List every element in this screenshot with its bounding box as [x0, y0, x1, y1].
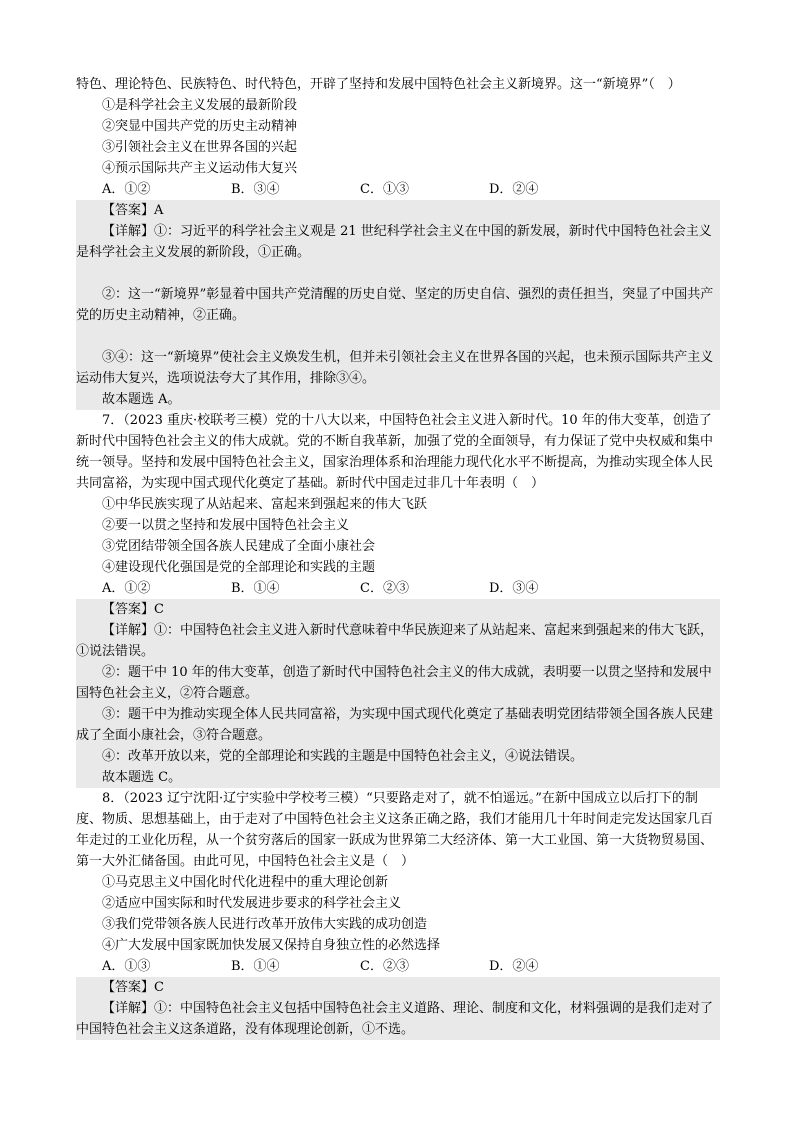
q8-answer-block — [76, 977, 720, 1040]
q8-option-b: B．①④ — [231, 959, 280, 974]
q8-option-d: D．②④ — [489, 959, 539, 974]
q7-option-b: B．①④ — [231, 581, 280, 596]
q7-explain-4: ④：改革开放以来，党的全部理论和实践的主题是中国特色社会主义，④说法错误。 — [102, 749, 584, 764]
q6-explain-3: ③④：这一“新境界”使社会主义焕发生机，但并未引领社会主义在世界各国的兴起，也未预示国际共产主义运动伟大复兴，选项说法夸大了其作用，排除③④。 — [76, 350, 714, 386]
q7-answer: 【答案】C — [102, 602, 164, 617]
q7-explain-5: 故本题选 C。 — [102, 770, 182, 785]
q6-option-a: A．①② — [102, 182, 151, 197]
q6-item-3: ③引领社会主义在世界各国的兴起 — [102, 140, 298, 155]
q8-item-3: ③我们党带领各族人民进行改革开放伟大实践的成功创造 — [102, 917, 428, 932]
q7-explain-3: ③：题干中为推动实现全体人民共同富裕，为实现中国式现代化奠定了基础表明党团结带领全国各族人民建成了全面小康社会，③符合题意。 — [76, 707, 714, 743]
document-page — [76, 74, 720, 1040]
q6-item-4: ④预示国际共产主义运动伟大复兴 — [102, 161, 298, 176]
q8-option-a: A．①③ — [102, 959, 151, 974]
q7-answer-block — [76, 599, 720, 788]
q6-explain-2: ②：这一“新境界”彰显着中国共产党清醒的历史自觉、坚定的历史自信、强烈的责任担当，突显了中国共产党的历史主动精神，②正确。 — [76, 287, 714, 323]
q6-option-c: C．①③ — [360, 182, 409, 197]
q6-option-d: D．②④ — [489, 182, 539, 197]
q7-option-d: D．③④ — [489, 581, 539, 596]
q7-item-3: ③党团结带领全国各族人民建成了全面小康社会 — [102, 539, 376, 554]
q8-item-2: ②适应中国实际和时代发展进步要求的科学社会主义 — [102, 896, 402, 911]
q8-explain-1: 【详解】①：中国特色社会主义包括中国特色社会主义道路、理论、制度和文化，材料强调的是我们走对了中国特色社会主义这条道路，没有体现理论创新，①不选。 — [76, 1001, 714, 1037]
q7-explain-2: ②：题干中 10 年的伟大变革，创造了新时代中国特色社会主义的伟大成就，表明要一以贯之坚持和发展中国特色社会主义，②符合题意。 — [76, 665, 712, 701]
q7-option-a: A．①② — [102, 581, 151, 596]
q8-options — [76, 956, 720, 977]
q7-explain-1: 【详解】①：中国特色社会主义进入新时代意味着中华民族迎来了从站起来、富起来到强起来的伟大飞跃，①说法错误。 — [76, 623, 714, 659]
q7-option-c: C．②③ — [360, 581, 409, 596]
q8-answer: 【答案】C — [102, 980, 164, 995]
q6-stem: 特色、理论特色、民族特色、时代特色，开辟了坚持和发展中国特色社会主义新境界。这一“新境界”（ ） — [76, 77, 681, 92]
q8-item-4: ④广大发展中国家既加快发展又保持自身独立性的必然选择 — [102, 938, 441, 953]
q6-item-1: ①是科学社会主义发展的最新阶段 — [102, 98, 298, 113]
q6-explain-1: 【详解】①：习近平的科学社会主义观是 21 世纪科学社会主义在中国的新发展，新时代中国特色社会主义是科学社会主义发展的新阶段，①正确。 — [76, 224, 712, 260]
q6-options — [76, 179, 720, 200]
q6-explain-4: 故本题选 A。 — [102, 392, 181, 407]
q7-options — [76, 578, 720, 599]
q7-item-2: ②要一以贯之坚持和发展中国特色社会主义 — [102, 518, 350, 533]
q6-option-b: B．③④ — [231, 182, 280, 197]
q6-answer-block — [76, 200, 720, 410]
q7-item-1: ①中华民族实现了从站起来、富起来到强起来的伟大飞跃 — [102, 497, 428, 512]
q6-answer: 【答案】A — [102, 203, 164, 218]
q8-option-c: C．②③ — [360, 959, 409, 974]
q6-item-2: ②突显中国共产党的历史主动精神 — [102, 119, 298, 134]
q8-stem: 8．（2023 辽宁沈阳·辽宁实验中学校考三模）“只要路走对了，就不怕遥远。”在新中国成立以后打下的制度、物质、思想基础上，由于走对了中国特色社会主义这条正确之路，我们才能用几十年时间走完发达国家几百年走过的工业化历程，从一个贫穷落后的国家一跃成为世界第二大经济体、第一大工业国、第一大货物贸易国、第一大外汇储备国。由此可见，中国特色社会主义是（ ） — [76, 791, 714, 869]
q7-item-4: ④建设现代化强国是党的全部理论和实践的主题 — [102, 560, 376, 575]
q8-item-1: ①马克思主义中国化时代化进程中的重大理论创新 — [102, 875, 389, 890]
q7-stem: 7．（2023 重庆·校联考三模）党的十八大以来，中国特色社会主义进入新时代。10 年的伟大变革，创造了新时代中国特色社会主义的伟大成就。党的不断自我革新，加强了党的全面领导，有力保证了党中央权威和集中统一领导。坚持和发展中国特色社会主义，国家治理体系和治理能力现代化水平不断提高，为推动实现全体人民共同富裕，为实现中国式现代化奠定了基础。新时代中国走过非几十年表明（ ） — [76, 413, 714, 491]
